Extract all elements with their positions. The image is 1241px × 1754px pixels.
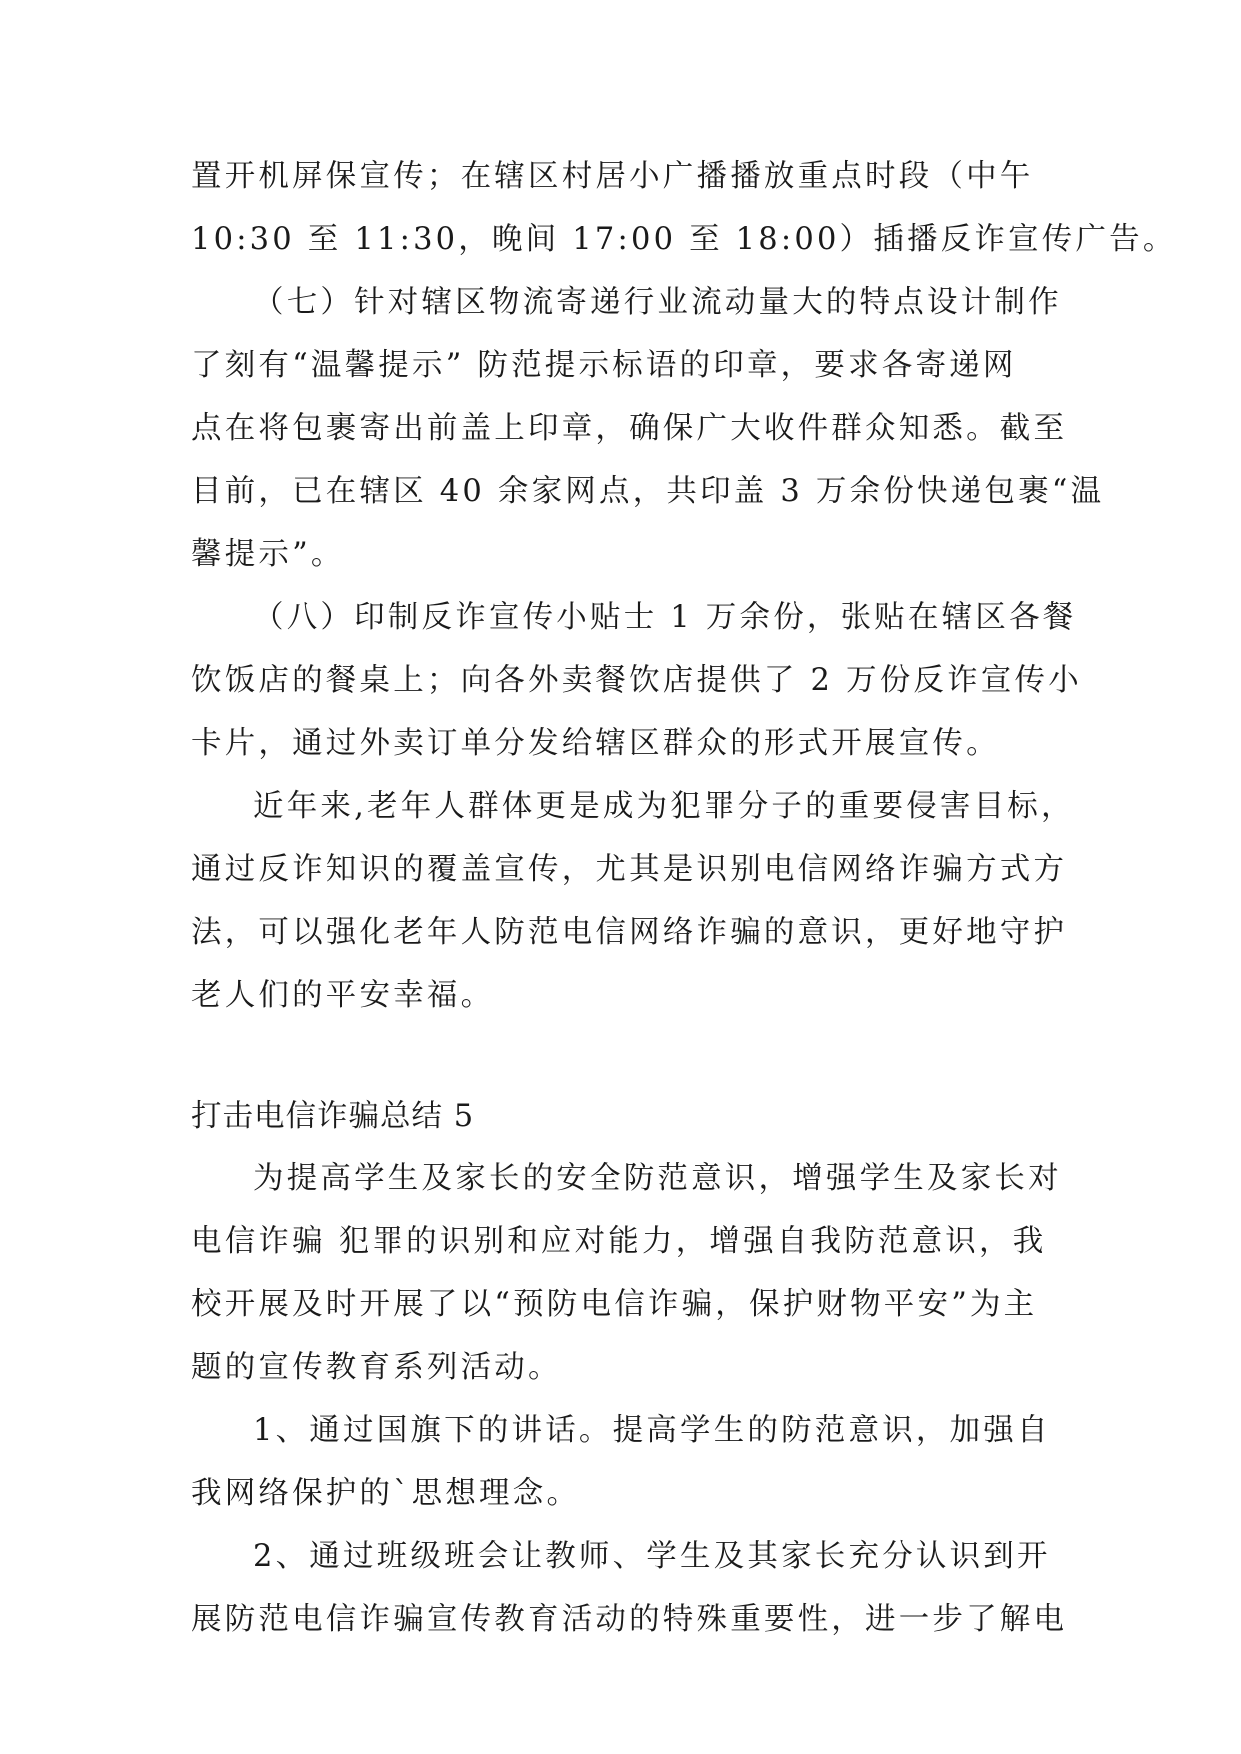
text-line: 了刻有“温馨提示” 防范提示标语的印章，要求各寄递网: [191, 348, 1017, 383]
text-line: 近年来,老年人群体更是成为犯罪分子的重要侵害目标，: [253, 789, 1075, 824]
text-line: 通过反诈知识的覆盖宣传，尤其是识别电信网络诈骗方式方: [191, 852, 1068, 887]
text-line: 题的宣传教育系列活动。: [191, 1350, 562, 1385]
text-line: 老人们的平安幸福。: [191, 978, 495, 1013]
text-line: 展防范电信诈骗宣传教育活动的特殊重要性，进一步了解电: [191, 1602, 1068, 1637]
text-line: 法，可以强化老年人防范电信网络诈骗的意识，更好地守护: [191, 915, 1068, 950]
text-line: 为提高学生及家长的安全防范意识，增强学生及家长对: [253, 1161, 1062, 1196]
text-line: 1、通过国旗下的讲话。提高学生的防范意识，加强自: [253, 1413, 1051, 1448]
text-line: 2、通过班级班会让教师、学生及其家长充分认识到开: [253, 1539, 1051, 1574]
text-line: 我网络保护的`思想理念。: [191, 1476, 581, 1511]
text-line: 校开展及时开展了以“预防电信诈骗，保护财物平安”为主: [191, 1287, 1038, 1322]
text-line: 目前，已在辖区 40 余家网点，共印盖 3 万余份快递包裹“温: [191, 474, 1105, 509]
text-line: 10:30 至 11:30，晚间 17:00 至 18:00）插播反诈宣传广告。: [191, 222, 1177, 257]
text-line: （七）针对辖区物流寄递行业流动量大的特点设计制作: [253, 285, 1062, 320]
text-line: 点在将包裹寄出前盖上印章，确保广大收件群众知悉。截至: [191, 411, 1068, 446]
text-line: 卡片，通过外卖订单分发给辖区群众的形式开展宣传。: [191, 726, 1000, 761]
text-line: 置开机屏保宣传；在辖区村居小广播播放重点时段（中午: [191, 159, 1034, 194]
text-line: 电信诈骗 犯罪的识别和应对能力，增强自我防范意识，我: [191, 1224, 1047, 1259]
section-heading: 打击电信诈骗总结 5: [191, 1099, 475, 1134]
text-line: 馨提示”。: [191, 537, 345, 572]
text-line: （八）印制反诈宣传小贴士 1 万余份，张贴在辖区各餐: [253, 600, 1077, 635]
text-line: 饮饭店的餐桌上；向各外卖餐饮店提供了 2 万份反诈宣传小: [191, 663, 1082, 698]
